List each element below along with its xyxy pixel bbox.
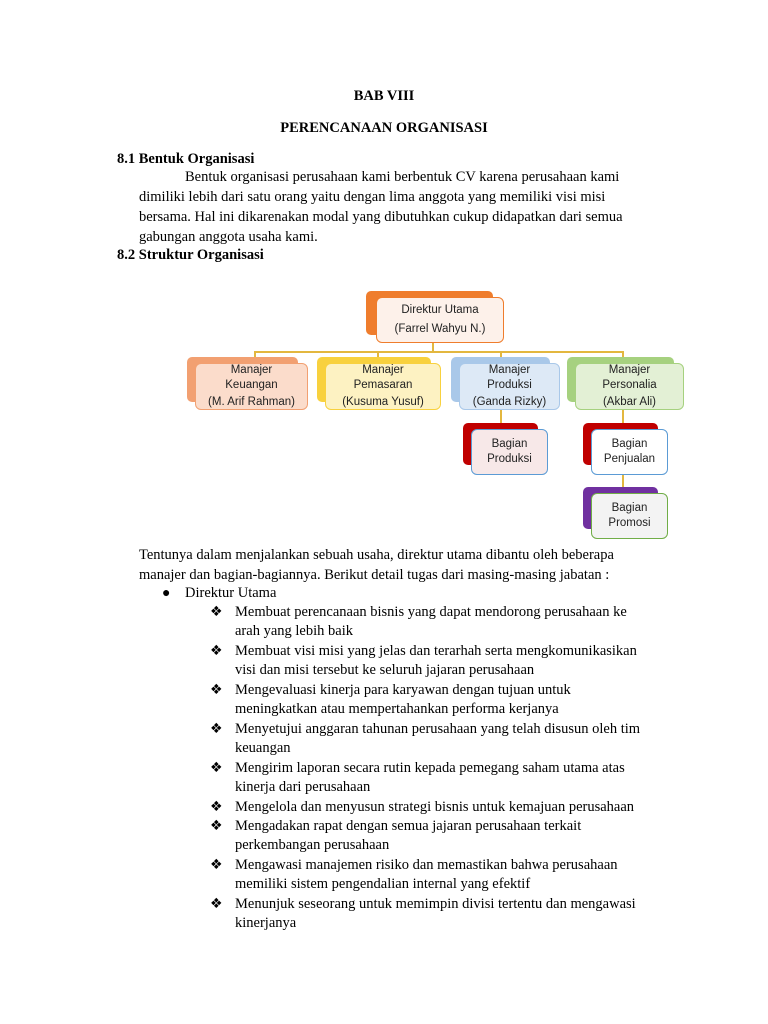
org-box-title: Keuangan bbox=[225, 379, 278, 391]
org-box-title: Promosi bbox=[608, 517, 651, 529]
org-box-title: Pemasaran bbox=[353, 379, 413, 391]
org-box-title: Manajer bbox=[230, 364, 273, 376]
diamond-bullet-icon: ❖ bbox=[210, 896, 223, 912]
section-heading-1: 8.1 Bentuk Organisasi bbox=[117, 151, 255, 167]
org-box-bagian-penjualan bbox=[583, 423, 668, 475]
org-box-person: (Akbar Ali) bbox=[602, 396, 657, 408]
org-box-title: Personalia bbox=[602, 379, 657, 391]
org-box-title: Manajer bbox=[488, 364, 531, 376]
org-box-title: Produksi bbox=[487, 453, 532, 465]
diamond-bullet-icon: ❖ bbox=[210, 760, 223, 776]
org-box-bagian-produksi bbox=[463, 423, 548, 475]
org-box-title: Bagian bbox=[491, 438, 528, 450]
section-heading-2: 8.2 Struktur Organisasi bbox=[117, 247, 264, 263]
org-box-title: Bagian bbox=[611, 438, 648, 450]
org-box-bagian-promosi bbox=[583, 487, 668, 539]
duties-list: ● Direktur Utama ❖ Membuat perencanaan bisnis yang dapat mendorong perusahaan ke arah yang lebih baik ❖ Membuat visi misi yang jelas dan terarhah serta mengkomunikasikan visi dan misi tersebut ke seluruh jajaran perusahaan ❖ Mengevaluasi kinerja para karyawan dengan tujuan untuk meningkatkan atau mempertahankan performa kerjanya ❖ Menyetujui anggaran tahunan perusahaan yang telah disusun oleh tim keuangan ❖ Mengirim laporan secara rutin kepada pemegang saham utama atas kinerja dari perusahaan ❖ Mengelola dan menyusun strategi bisnis untuk kemajuan perusahaan ❖ Mengadakan rapat dengan semua jajaran perusahaan terkait perkembangan perusahaan ❖ Mengawasi manajemen risiko dan memastikan bahwa perusahaan memiliki sistem pengendalian internal yang efektif ❖ Menunjuk seseorang untuk memimpin divisi tertentu dan mengawasi kinerjanya bbox=[162, 585, 641, 931]
org-box-person: (Ganda Rizky) bbox=[472, 396, 547, 408]
diamond-bullet-icon: ❖ bbox=[210, 604, 223, 620]
diamond-bullet-icon: ❖ bbox=[210, 799, 223, 815]
org-box-manager-pemasaran bbox=[317, 357, 441, 410]
org-box-title: Manajer bbox=[608, 364, 651, 376]
org-box-director bbox=[366, 291, 504, 344]
org-box-manager-keuangan bbox=[187, 357, 308, 410]
org-box-title: Produksi bbox=[487, 379, 532, 391]
paragraph-line: Tentunya dalam menjalankan sebuah usaha, direktur utama dibantu oleh beberapa bbox=[139, 547, 614, 563]
org-box-person: (M. Arif Rahman) bbox=[208, 396, 295, 408]
bullet-icon: ● bbox=[162, 586, 171, 601]
org-box-person: (Farrel Wahyu N.) bbox=[394, 323, 486, 335]
paragraph-line: bersama. Hal ini dikarenakan modal yang dibutuhkan cukup didapatkan dari semua bbox=[139, 209, 623, 225]
paragraph-line: dimiliki lebih dari satu orang yaitu dengan lima anggota yang memiliki visi misi bbox=[139, 189, 606, 205]
diamond-bullet-icon: ❖ bbox=[210, 818, 223, 834]
paragraph-line: manajer dan bagian-bagiannya. Berikut detail tugas dari masing-masing jabatan : bbox=[139, 567, 610, 583]
org-box-title: Manajer bbox=[362, 364, 404, 376]
chapter-title: PERENCANAAN ORGANISASI bbox=[280, 120, 488, 136]
chapter-number: BAB VIII bbox=[353, 88, 415, 104]
org-box-manager-personalia bbox=[567, 357, 684, 410]
org-box-person: (Kusuma Yusuf) bbox=[342, 396, 424, 408]
diamond-bullet-icon: ❖ bbox=[210, 721, 223, 737]
intro-paragraph bbox=[139, 545, 674, 585]
diamond-bullet-icon: ❖ bbox=[210, 857, 223, 873]
paragraph-line: gabungan anggota usaha kami. bbox=[139, 229, 318, 245]
org-box-title: Direktur Utama bbox=[401, 304, 479, 316]
paragraph-line: Bentuk organisasi perusahaan kami berbentuk CV karena perusahaan kami bbox=[185, 169, 620, 185]
org-box-title: Bagian bbox=[611, 502, 648, 514]
connector-line bbox=[254, 351, 623, 353]
diamond-bullet-icon: ❖ bbox=[210, 682, 223, 698]
diamond-bullet-icon: ❖ bbox=[210, 643, 223, 659]
org-box-title: Penjualan bbox=[603, 453, 656, 465]
org-box-manager-produksi bbox=[451, 357, 560, 410]
